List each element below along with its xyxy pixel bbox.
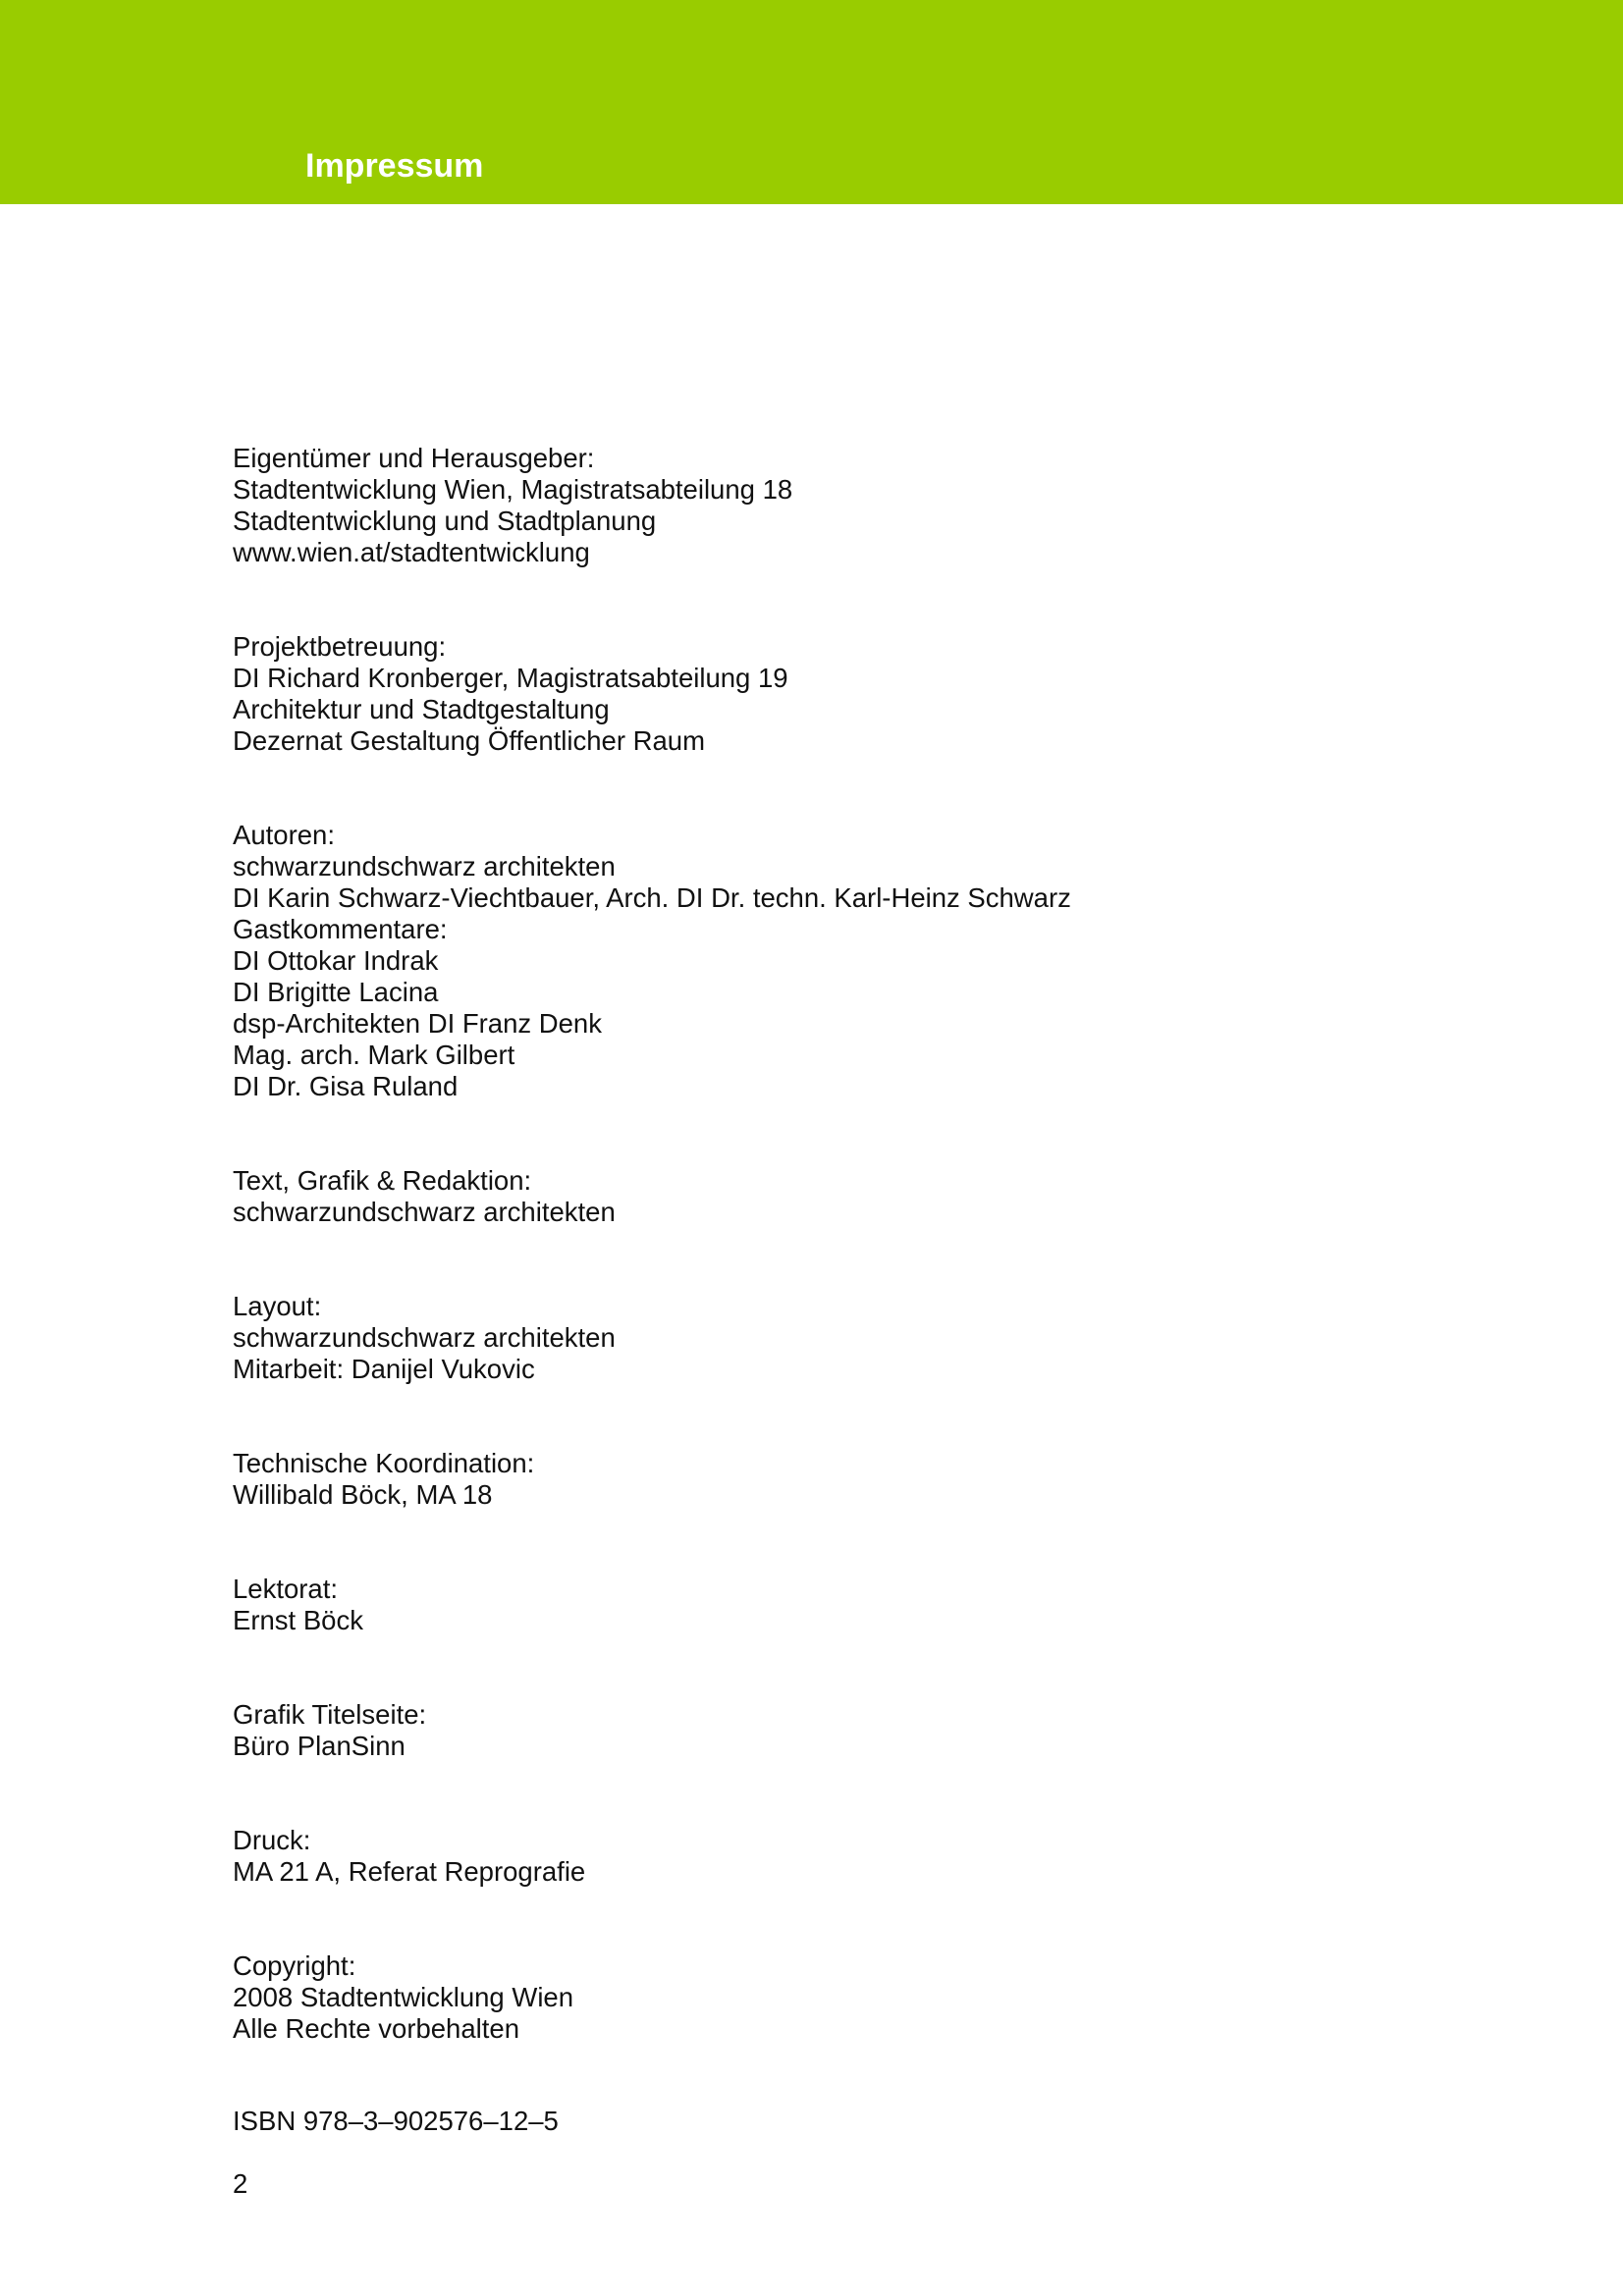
section-line: Stadtentwicklung und Stadtplanung: [233, 506, 657, 536]
section-project-management: [233, 631, 1509, 757]
section-line: Ernst Böck: [233, 1605, 363, 1635]
section-label: Eigentümer und Herausgeber:: [233, 443, 595, 473]
section-line: Alle Rechte vorbehalten: [233, 2013, 519, 2044]
section-line: schwarzundschwarz architekten: [233, 851, 616, 881]
section-copyright: [233, 1950, 1509, 2045]
section-line: DI Brigitte Lacina: [233, 977, 439, 1007]
section-line: Mag. arch. Mark Gilbert: [233, 1040, 515, 1070]
section-authors: [233, 820, 1509, 1102]
page-title: Impressum: [305, 147, 484, 185]
section-line: schwarzundschwarz architekten: [233, 1197, 616, 1227]
section-technical-coordination: [233, 1448, 1509, 1511]
section-label: Technische Koordination:: [233, 1448, 535, 1478]
section-publisher: [233, 443, 1509, 568]
section-line: MA 21 A, Referat Reprografie: [233, 1856, 586, 1887]
section-line: dsp-Architekten DI Franz Denk: [233, 1008, 602, 1039]
section-line: DI Dr. Gisa Ruland: [233, 1071, 459, 1101]
impressum-content: [233, 443, 1509, 2045]
section-layout: [233, 1291, 1509, 1385]
page-number: 2: [233, 2168, 248, 2199]
section-line: Dezernat Gestaltung Öffentlicher Raum: [233, 725, 705, 756]
section-line: Büro PlanSinn: [233, 1731, 406, 1761]
section-text-graphics-editing: [233, 1165, 1509, 1228]
header-band: [0, 0, 1623, 204]
section-print: [233, 1825, 1509, 1888]
isbn: ISBN 978–3–902576–12–5: [233, 2106, 559, 2136]
section-line: Gastkommentare:: [233, 914, 448, 944]
section-line: DI Richard Kronberger, Magistratsabteilung 19: [233, 663, 788, 693]
section-line: Willibald Böck, MA 18: [233, 1479, 493, 1510]
section-line-url: www.wien.at/stadtentwicklung: [233, 537, 590, 567]
section-proofreading: [233, 1574, 1509, 1636]
section-line: 2008 Stadtentwicklung Wien: [233, 1982, 574, 2012]
section-label: Copyright:: [233, 1950, 356, 1981]
section-line: Stadtentwicklung Wien, Magistratsabteilung 18: [233, 474, 793, 505]
section-label: Layout:: [233, 1291, 322, 1321]
section-line: Mitarbeit: Danijel Vukovic: [233, 1354, 535, 1384]
section-label: Druck:: [233, 1825, 311, 1855]
section-label: Autoren:: [233, 820, 335, 850]
section-label: Projektbetreuung:: [233, 631, 447, 662]
section-line: DI Ottokar Indrak: [233, 945, 439, 976]
section-line: schwarzundschwarz architekten: [233, 1322, 616, 1353]
section-line: Architektur und Stadtgestaltung: [233, 694, 610, 724]
section-cover-graphics: [233, 1699, 1509, 1762]
section-label: Text, Grafik & Redaktion:: [233, 1165, 532, 1196]
section-label: Grafik Titelseite:: [233, 1699, 427, 1730]
section-line: DI Karin Schwarz-Viechtbauer, Arch. DI Dr. techn. Karl-Heinz Schwarz: [233, 882, 1071, 913]
section-label: Lektorat:: [233, 1574, 339, 1604]
